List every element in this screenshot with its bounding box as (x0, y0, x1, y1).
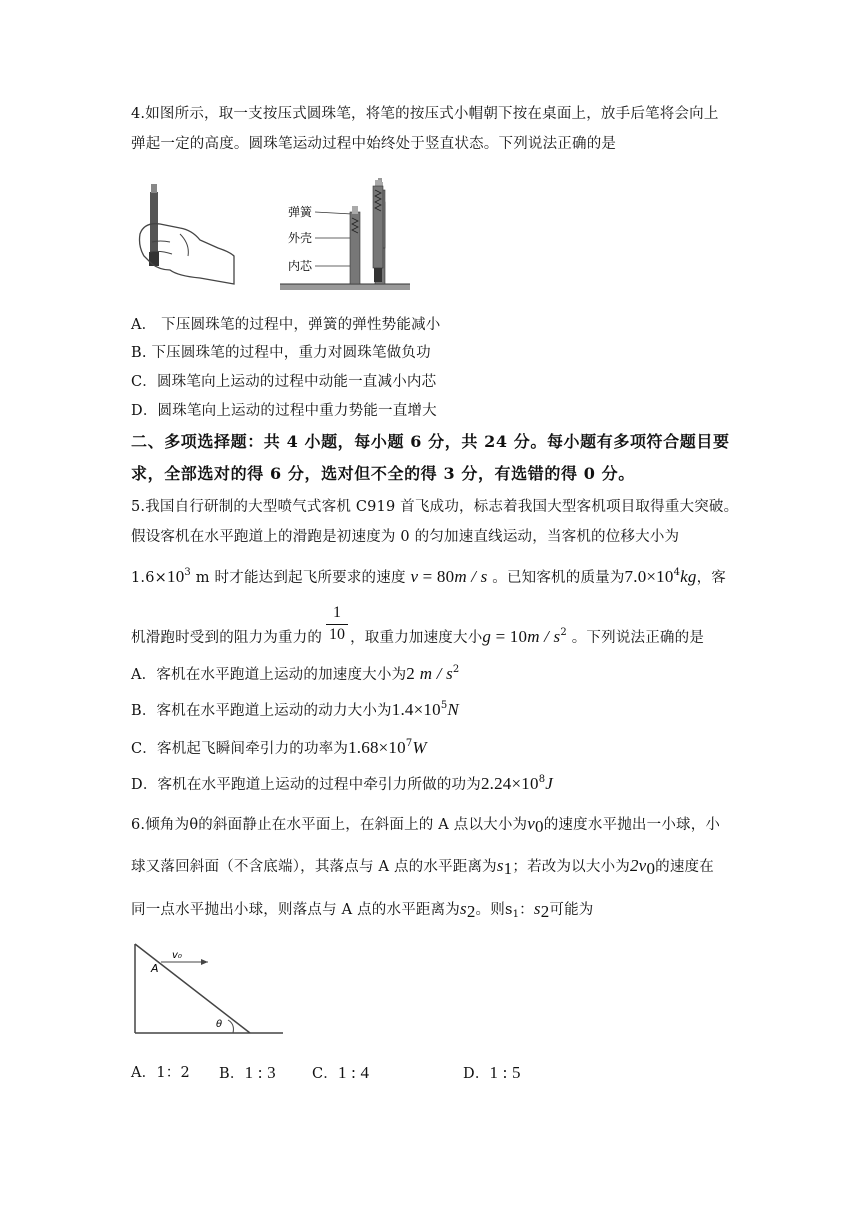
q5-option-d: D．客机在水平跑道上运动的过程中牵引力所做的功为$2.24\times 10^8J$ (131, 774, 553, 793)
q6-stem-line3: 同一点水平抛出小球，则落点与 A 点的水平距离为$s_2$。则$s_1$：$s_2$可能为 (131, 899, 594, 921)
q5-stem-line2: 假设客机在水平跑道上的滑跑是初速度为 0 的匀加速直线运动，当客机的位移大小为 (131, 529, 680, 545)
q6-option-b: B．1 : 3 (219, 1063, 276, 1082)
q5-stem-line1: 5.我国自行研制的大型喷气式客机 C919 首飞成功，标志着我国大型客机项目取得重大突破。 (131, 499, 739, 515)
q4-option-b: B. 下压圆珠笔的过程中，重力对圆珠笔做负功 (131, 345, 431, 361)
label-core: 内芯 (288, 259, 313, 273)
section2-heading-line1: 二、多项选择题：共 4 小题，每小题 6 分，共 24 分。每小题有多项符合题目要 (131, 432, 730, 451)
q4-figure-raised-pen (370, 178, 390, 284)
q4-option-a: A． 下压圆珠笔的过程中，弹簧的弹性势能减小 (131, 317, 441, 333)
q4-stem-line1: 4.如图所示，取一支按压式圆珠笔，将笔的按压式小帽朝下按在桌面上，放手后笔将会向上 (131, 106, 719, 122)
q5-fraction: 1 10 (326, 604, 348, 644)
q5-stem-line4: 机滑跑时受到的阻力为重力的 ，取重力加速度大小$g = 10m / s^2$ 。下列说法正确的是 (131, 627, 705, 646)
label-v0: v₀ (172, 950, 182, 961)
q4-option-c: C．圆珠笔向上运动的过程中动能一直减小内芯 (131, 374, 437, 390)
q4-stem-line2: 弹起一定的高度。圆珠笔运动过程中始终处于竖直状态。下列说法正确的是 (131, 136, 617, 152)
q6-option-d: D．1 : 5 (463, 1063, 521, 1082)
label-point-a: A (151, 962, 159, 975)
q4-option-d: D．圆珠笔向上运动的过程中重力势能一直增大 (131, 403, 437, 419)
q6-stem-line1: 6.倾角为θ的斜面静止在水平面上，在斜面上的 A 点以大小为$v_0$的速度水平抛出一小球，小 (131, 814, 721, 836)
q5-option-b: B．客机在水平跑道上运动的动力大小为$1.4\times 10^5N$ (131, 700, 459, 719)
q6-figure-incline (128, 938, 288, 1038)
q5-stem-line3: $1.6\times 10^3$ m 时才能达到起飞所要求的速度 v = 80m / s 。已知客机的质量为$7.0\times 10^4kg$，客 (131, 567, 727, 586)
label-spring: 弹簧 (288, 205, 313, 219)
hand-pen-body (150, 192, 158, 252)
q6-option-a: A．1：2 (131, 1065, 190, 1081)
label-theta: θ (216, 1019, 223, 1030)
label-shell: 外壳 (288, 231, 313, 245)
q5-option-c: C．客机起飞瞬间牵引力的功率为$1.68\times 10^7W$ (131, 738, 427, 757)
section2-heading-line2: 求，全部选对的得 6 分，选对但不全的得 3 分，有选错的得 0 分。 (131, 464, 635, 483)
q6-option-c: C．1 : 4 (312, 1063, 370, 1082)
q6-stem-line2: 球又落回斜面（不含底端），其落点与 A 点的水平距离为$s_1$；若改为以大小为$2v_0$的速度在 (131, 856, 714, 878)
q5-option-a: A．客机在水平跑道上运动的加速度大小为2 m / $s^2$ (131, 664, 460, 683)
